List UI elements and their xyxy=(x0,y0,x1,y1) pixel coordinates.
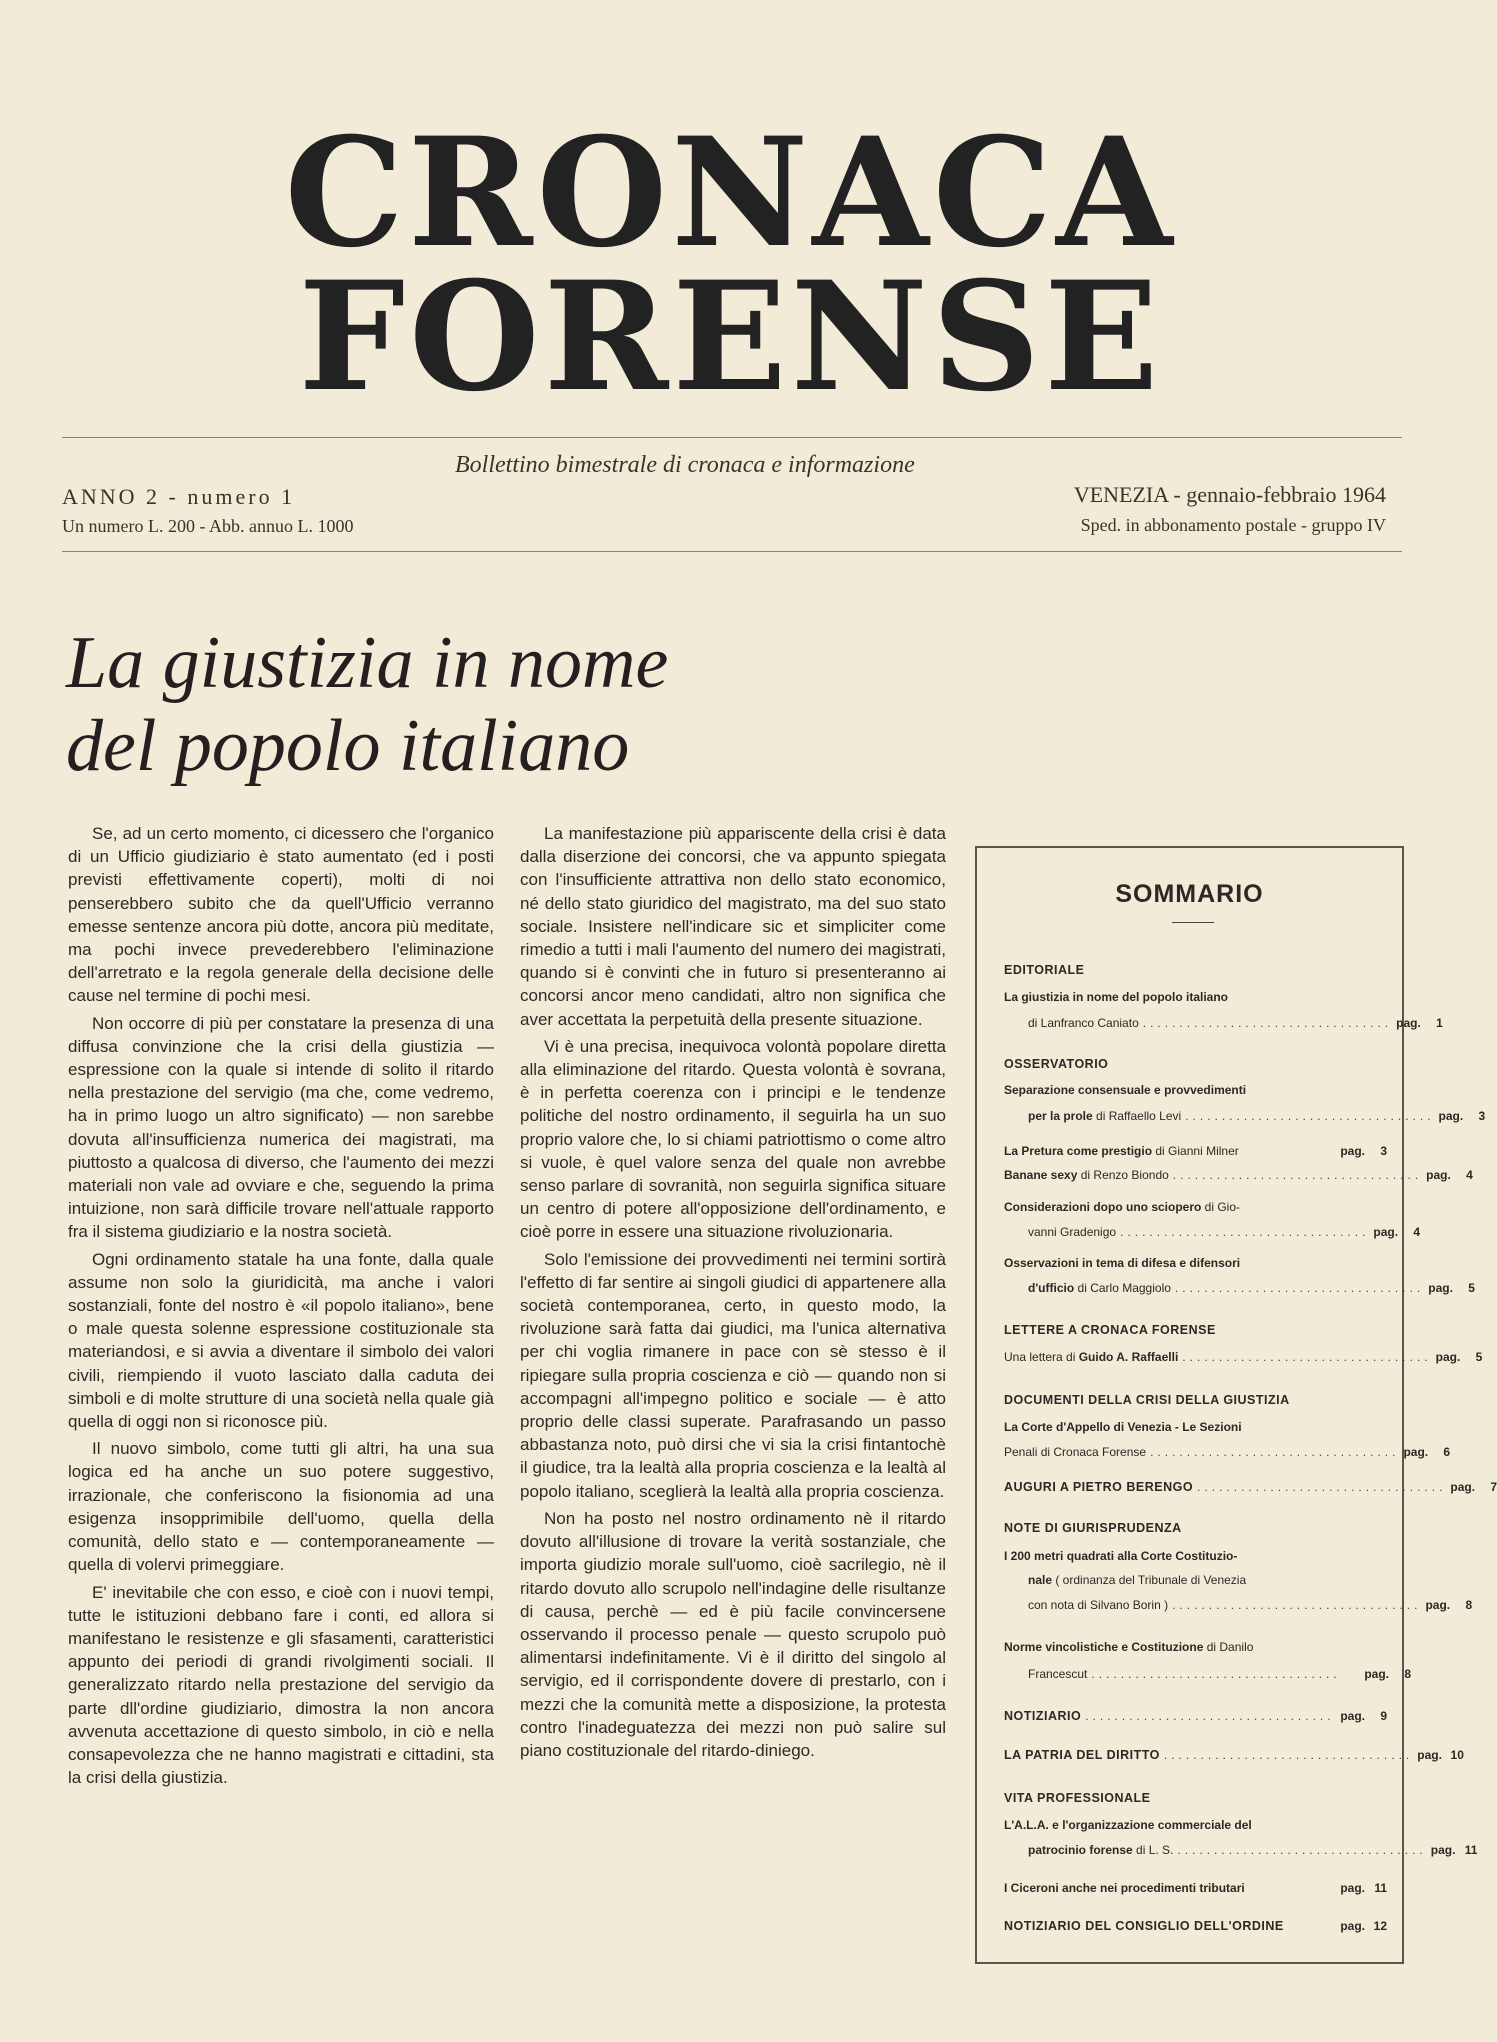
article-title-line-2: del popolo italiano xyxy=(66,705,630,787)
entry-title: La Corte d'Appello di Venezia - Le Sezioni xyxy=(1004,1420,1242,1434)
paragraph: Ogni ordinamento statale ha una fonte, dalla quale assume non solo la giuridicità, ma anche i valori sostanziali, fonte del nostro è «il popolo italiano», bene o male questa solenne espressione costituzionale sta materiandosi, e si avvia a diventare il simbolo dei valori civili, riempiendo il vuoto lasciato dalla caduta dei simboli e di molte strutture di una società nella quale già quella di oggi non si riconosce più. xyxy=(68,1249,494,1432)
paragraph: La manifestazione più appariscente della crisi è data dalla diserzione dei concorsi, che va appunto spiegata con l'insufficiente attrattiva non dello stato economico, né dello stato giuridico del magistrato, ma del suo stato sociale. Insistere nell'indicare sic et simpliciter come rimedio a tutti i mali l'aumento del numero dei magistrati, quando si è convinti che in futuro si presenteranno ai concorsi ancor meno candidati, altro non significa che aver accettata la perpetuità della presente situazione. xyxy=(520,824,946,1029)
sommario-entry: La Pretura come prestigio di Gianni Milner pag. 3 xyxy=(1004,1144,1387,1158)
section-note: NOTE DI GIURISPRUDENZA xyxy=(1004,1521,1182,1535)
entry-title: nale ( ordinanza del Tribunale di Venezia xyxy=(1028,1573,1247,1587)
place-date: VENEZIA - gennaio-febbraio 1964 xyxy=(1073,482,1386,507)
paragraph: Vi è una precisa, inequivoca volontà popolare diretta alla eliminazione del ritardo. Questa volontà è sovrana, è in perfetta coerenza con i principi e le tendenze politiche del nostro ordinamento, il seguirla ha un suo proprio valore che, lo si chiami patriottismo o come altro si vuole, è quel valore senza del quale non avrebbe senso parlare di sovranità, non seguirla significa situare un centro di potere all'opposizione dell'ordinamento, e cioè porre in essere una situazione rivoluzionaria. xyxy=(520,1036,946,1242)
paragraph: Non ha posto nel nostro ordinamento nè il ritardo dovuto all'illusione di trovare la verità sostanziale, che importa giudizio morale sull'uomo, cioè sacrilegio, nè il ritardo dovuto allo scrupolo nell'indagine delle risultanze di causa, perchè — ed è più facile convincersene osservando il processo penale — questo scrupolo può alimentarsi indefinitamente. Vi è il diritto del singolo al servigio, ed il corrispondente dovere di prestarlo, con i mezzi che la comunità mette a disposizione, la protesta contro l'inadeguatezza dei mezzi non può salire sul piano costituzionale del ritardo-diniego. xyxy=(520,1508,946,1760)
paragraph: Non occorre di più per constatare la presenza di una diffusa convinzione che la crisi della giustizia — espressione con la quale si intende di solito il ritardo nella prestazione del servigio (ma che, come vedremo, ha in primo luogo un altro significato) — non sarebbe dovuta all'insufficienza numerica dei magistrati, ma piuttosto a qualcosa di diverso, che l'aumento dei mezzi materiali non vale ad ovviare e che, seguendo la prima intuizione, non sarà difficile trovare nell'attuale rapporto fra il sistema giudiziario e la nostra società. xyxy=(68,1013,494,1242)
sommario-entry: di Lanfranco Caniato .................................. pag. 1 xyxy=(1028,1016,1443,1030)
paragraph: Solo l'emissione dei provvedimenti nei termini sortirà l'effetto di far sentire ai singoli giudici di appartenere alla società contemporanea, certo, in questo modo, la rivoluzione sarà fatta dai giudici, ma l'unica alternativa per chi voglia rimanere in pace con sè stesso è il ripiegare sulla propria coscienza e ciò — quando non si accompagni all'impegno politico e sociale — è atto proprio delle classi superate. Parafrasando un passo abbastanza noto, può dirsi che vi sia la crisi fintantochè il giudice, tra la lealtà alla propria coscienza e la lealtà al popolo italiano, sceglierà la lealtà alla propria coscienza. xyxy=(520,1249,946,1501)
postal-info: Sped. in abbonamento postale - gruppo IV xyxy=(1080,515,1386,535)
section-documenti: DOCUMENTI DELLA CRISI DELLA GIUSTIZIA xyxy=(1004,1393,1290,1407)
entry-title: Norme vincolistiche e Costituzione di Danilo xyxy=(1004,1640,1254,1654)
sommario-entry: patrocinio forense di L. S. .................................. pag. 11 xyxy=(1028,1843,1478,1857)
paragraph: Il nuovo simbolo, come tutti gli altri, ha una sua logica ed ha anche un suo potere suggestivo, irrazionale, che conferiscono la fisionomia ad una esigenza insopprimibile dell'uomo, quella della comunità, dello stato e — contemporaneamente — quella di volervi primeggiare. xyxy=(68,1439,494,1575)
sommario-entry: con nota di Silvano Borin ) .................................. pag. 8 xyxy=(1028,1598,1473,1612)
section-vita: VITA PROFESSIONALE xyxy=(1004,1791,1151,1805)
sommario-entry: d'ufficio di Carlo Maggiolo .................................. pag. 5 xyxy=(1028,1281,1475,1295)
section-editoriale: EDITORIALE xyxy=(1004,963,1085,977)
section-osservatorio: OSSERVATORIO xyxy=(1004,1057,1109,1071)
sommario-title: SOMMARIO xyxy=(1115,880,1264,908)
section-lettere: LETTERE A CRONACA FORENSE xyxy=(1004,1323,1216,1337)
entry-title: I 200 metri quadrati alla Corte Costituzio- xyxy=(1004,1549,1238,1563)
sommario-entry: NOTIZIARIO DEL CONSIGLIO DELL'ORDINE pag. 12 xyxy=(1004,1919,1387,1933)
article-column-1 xyxy=(68,822,494,1793)
sommario-entry: per la prole di Raffaello Levi .................................. pag. 3 xyxy=(1028,1109,1486,1123)
issue-number: ANNO 2 - numero 1 xyxy=(62,484,296,509)
sommario-entry: AUGURI A PIETRO BERENGO .................................. pag. 7 xyxy=(1004,1480,1497,1494)
header-rule-bottom xyxy=(62,551,1402,552)
paragraph: E' inevitabile che con esso, e cioè con i nuovi tempi, tutte le istituzioni debbano fare i conti, ed allora si manifestano le resistenze e gli sfasamenti, caratteristici appunto dei periodi di grandi rivolgimenti sociali. Il generalizzato ritardo nella prestazione del servigio da parte dll'ordine giudiziario, dimostra la non ancora avvenuta accettazione di questo simbolo, in ciò e nella consapevolezza che ne hanno magistrati e cittadini, sta la crisi della giustizia. xyxy=(68,1582,494,1788)
entry-title: Considerazioni dopo uno sciopero di Gio- xyxy=(1004,1200,1241,1214)
sommario-entry: LA PATRIA DEL DIRITTO .................................. pag. 10 xyxy=(1004,1748,1464,1762)
entry-title: Separazione consensuale e provvedimenti xyxy=(1004,1083,1247,1097)
masthead-line-2: FORENSE xyxy=(298,249,1163,425)
sommario-box xyxy=(975,846,1497,1964)
paragraph: Se, ad un certo momento, ci dicessero che l'organico di un Ufficio giudiziario è stato aumentato (ed i posti previsti effettivamente coperti), molti di noi penserebbero subito che da quell'Ufficio verranno emesse sentenze ancora più dotte, ancora più meditate, ma pochi invece prevederebbero l'eliminazione dell'arretrato e la regola generale della decisione delle cause nel termine di pochi mesi. xyxy=(68,824,494,1006)
sommario-entry: Una lettera di Guido A. Raffaelli .................................. pag. 5 xyxy=(1004,1350,1483,1364)
sommario-entry: NOTIZIARIO .................................. pag. 9 xyxy=(1004,1709,1387,1723)
article-column-2 xyxy=(520,822,946,1766)
sommario-entry: vanni Gradenigo .................................. pag. 4 xyxy=(1028,1225,1421,1239)
entry-title: La giustizia in nome del popolo italiano xyxy=(1004,990,1229,1004)
article-title-line-1: La giustizia in nome xyxy=(66,622,669,704)
header-rule-top xyxy=(62,437,1402,438)
sommario-entry: Penali di Cronaca Forense .................................. pag. 6 xyxy=(1004,1445,1451,1459)
masthead-line-1: CRONACA xyxy=(284,105,1177,281)
price: Un numero L. 200 - Abb. annuo L. 1000 xyxy=(62,516,354,536)
sommario-entry: I Ciceroni anche nei procedimenti tributari pag. 11 xyxy=(1004,1881,1387,1895)
sommario-entry: Banane sexy di Renzo Biondo .................................. pag. 4 xyxy=(1004,1168,1473,1182)
entry-title: L'A.L.A. e l'organizzazione commerciale del xyxy=(1004,1818,1252,1832)
sommario-title-rule xyxy=(1172,922,1214,923)
entry-title: Osservazioni in tema di difesa e difensori xyxy=(1004,1256,1241,1270)
sommario-entry: Francescut .................................. pag. 8 xyxy=(1028,1667,1411,1681)
subtitle: Bollettino bimestrale di cronaca e informazione xyxy=(455,452,915,478)
